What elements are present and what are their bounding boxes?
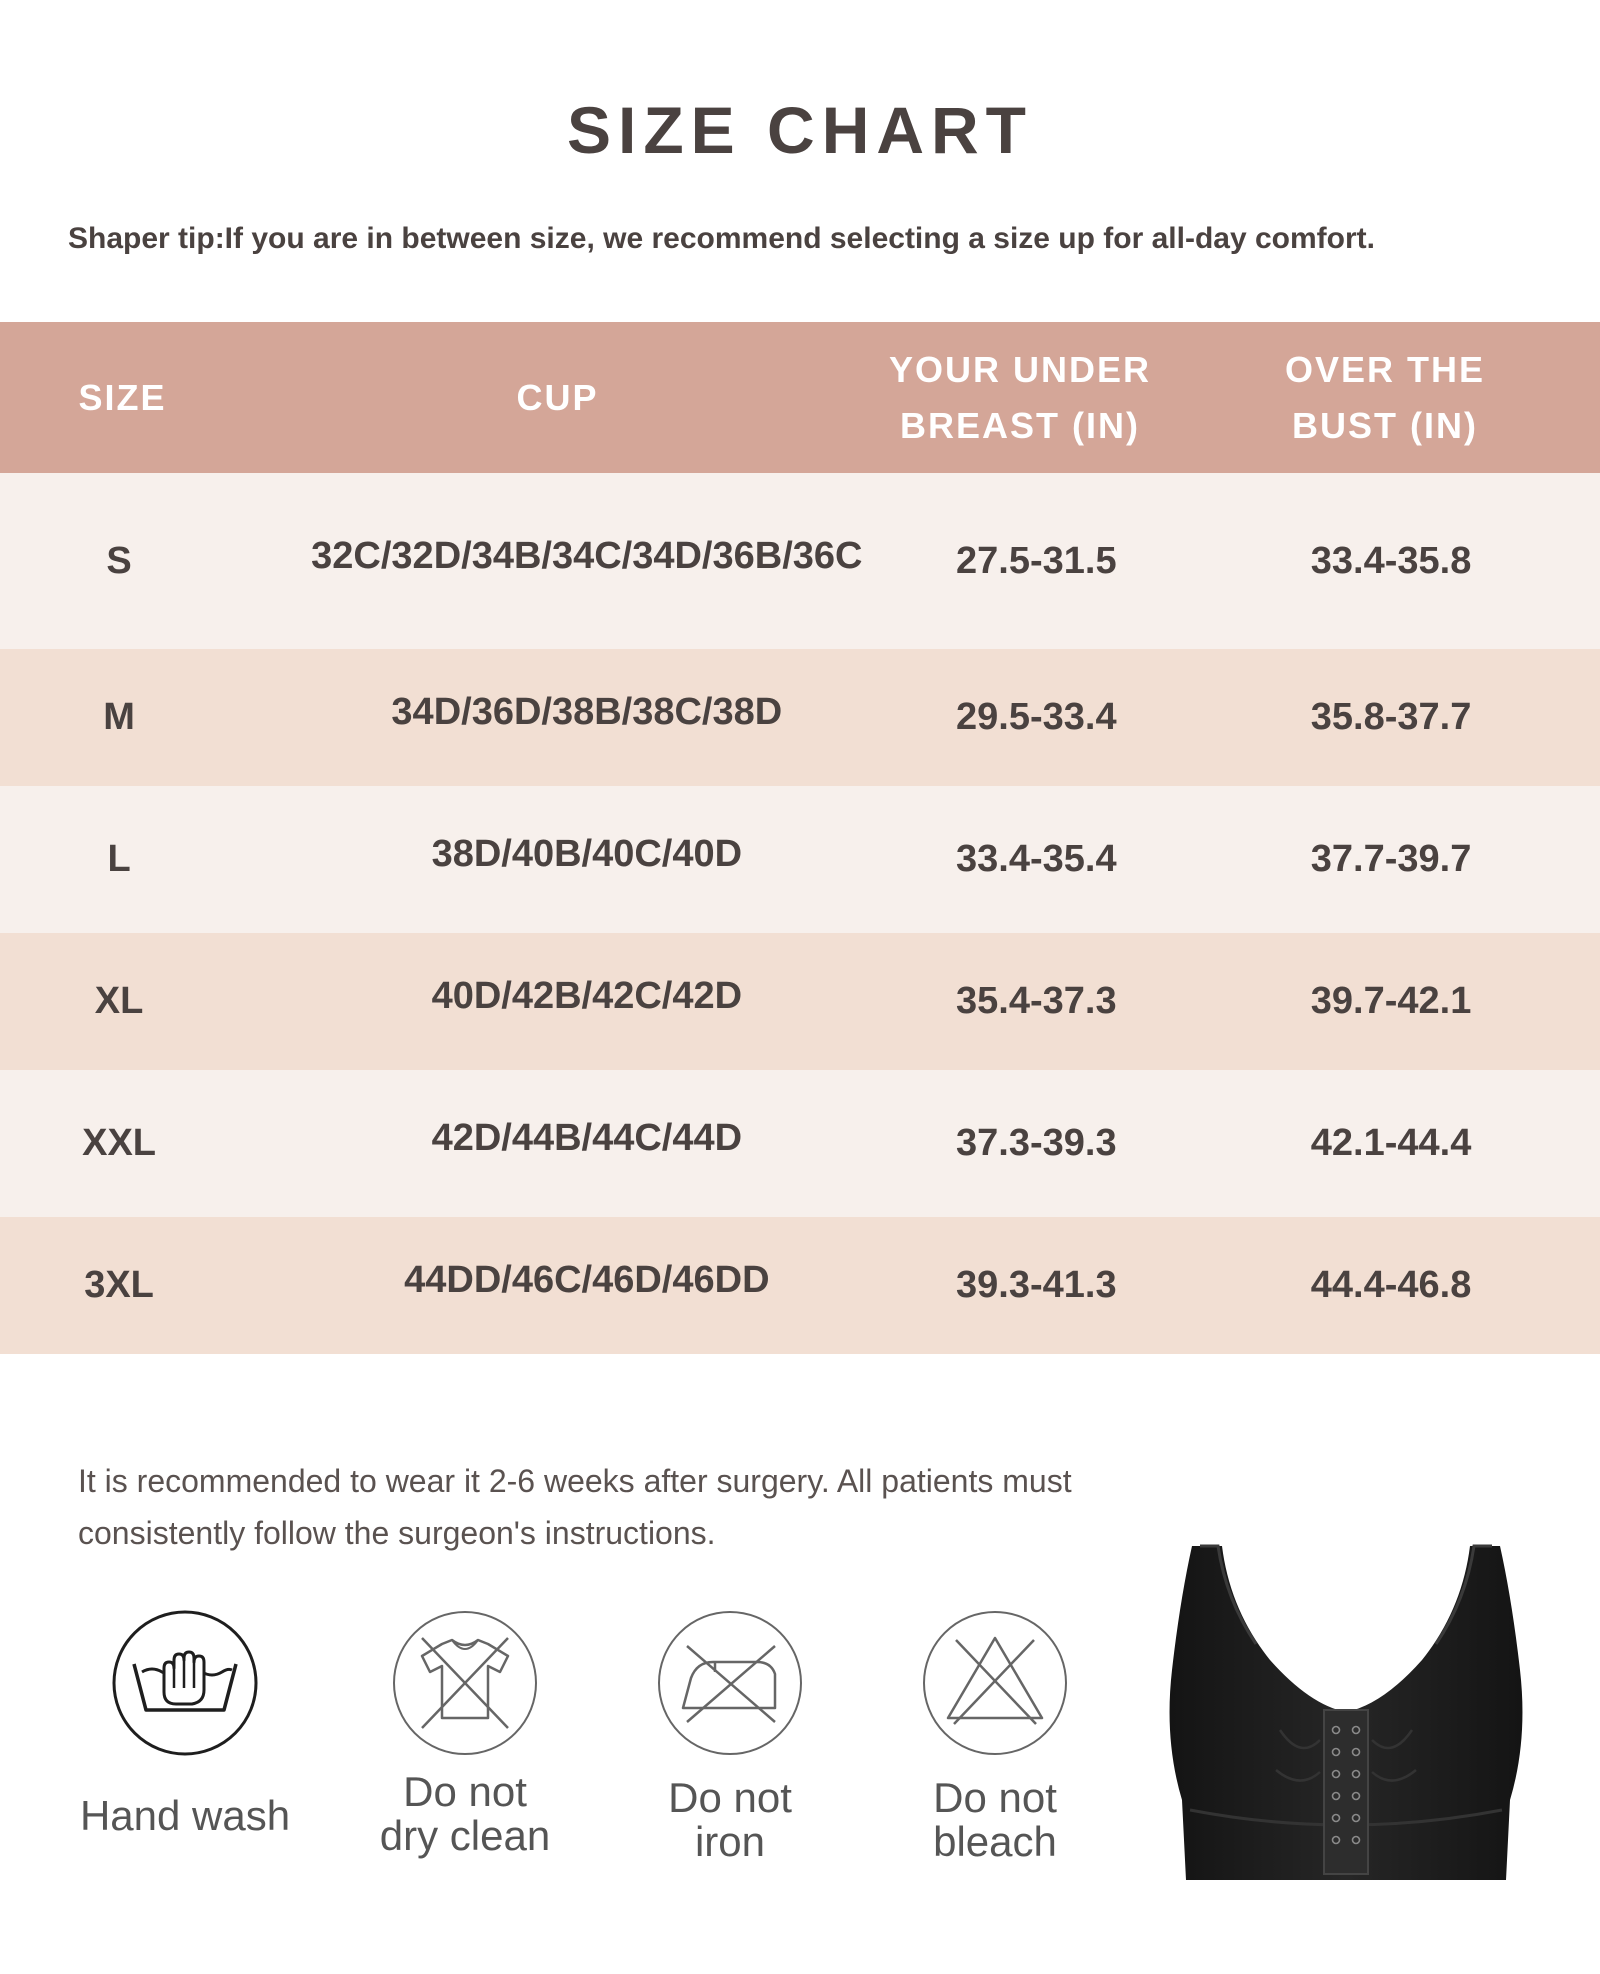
cup-cell: 44DD/46C/46D/46DD [404,1259,770,1301]
no-bleach-icon [922,1610,1068,1756]
over-bust-cell: 35.8-37.7 [1310,696,1472,738]
table-row [0,1217,1600,1354]
page-title: SIZE CHART [567,93,1033,167]
over-bust-cell: 42.1-44.4 [1310,1122,1472,1164]
note-line1: It is recommended to wear it 2-6 weeks after surgery. All patients must [78,1463,1072,1499]
size-cell: 3XL [84,1264,154,1306]
table-row [0,786,1600,933]
under-breast-cell: 35.4-37.3 [956,980,1117,1022]
under-breast-cell: 27.5-31.5 [956,539,1117,582]
under-breast-cell: 29.5-33.4 [956,696,1117,738]
care-hand-wash [70,1610,300,1838]
over-bust-cell: 33.4-35.8 [1310,539,1472,582]
under-header-line2: BREAST (IN) [900,404,1140,446]
table-header [0,322,1600,473]
column-header-cup: CUP [516,376,599,418]
care-no-dry-clean [350,1610,580,1858]
care-label: Do not iron [668,1774,792,1865]
table-row [0,933,1600,1070]
no-dry-clean-icon [392,1610,538,1756]
no-iron-icon [657,1610,803,1756]
over-bust-cell: 37.7-39.7 [1310,838,1472,880]
table-row [0,473,1600,649]
column-header-size: SIZE [78,376,167,418]
table-row [0,1070,1600,1217]
table-row [0,649,1600,786]
wear-recommendation [78,1455,1138,1559]
under-header-line1: YOUR UNDER [888,348,1151,390]
care-no-iron [615,1610,845,1864]
size-cell: L [107,838,131,880]
hand-wash-icon [112,1610,258,1756]
cup-cell: 32C/32D/34B/34C/34D/36B/36C [311,534,863,577]
cup-cell: 42D/44B/44C/44D [431,1117,743,1159]
column-header-under-breast [870,342,1170,454]
cup-cell: 40D/42B/42C/42D [431,975,743,1017]
care-label: Do not bleach [933,1774,1057,1865]
care-label: Do not dry clean [379,1768,551,1859]
front-closure-bra-image [1160,1540,1532,1890]
under-breast-cell: 37.3-39.3 [956,1122,1117,1164]
care-no-bleach [880,1610,1110,1864]
size-cell: S [106,539,132,582]
note-line2: consistently follow the surgeon's instructions. [78,1515,716,1551]
under-breast-cell: 33.4-35.4 [956,838,1117,880]
over-bust-cell: 39.7-42.1 [1310,980,1472,1022]
shaper-tip: Shaper tip:If you are in between size, we recommend selecting a size up for all-day comfort. [68,222,1375,255]
cup-cell: 38D/40B/40C/40D [431,833,743,875]
under-breast-cell: 39.3-41.3 [956,1264,1117,1306]
over-bust-cell: 44.4-46.8 [1310,1264,1472,1306]
size-cell: XL [94,980,144,1022]
care-label: Hand wash [79,1792,291,1839]
over-header-line2: BUST (IN) [1292,404,1478,446]
size-cell: M [103,696,135,738]
cup-cell: 34D/36D/38B/38C/38D [391,691,783,733]
size-table [0,322,1600,1354]
size-cell: XXL [82,1122,156,1164]
column-header-over-bust [1170,342,1600,454]
over-header-line1: OVER THE [1284,348,1486,390]
